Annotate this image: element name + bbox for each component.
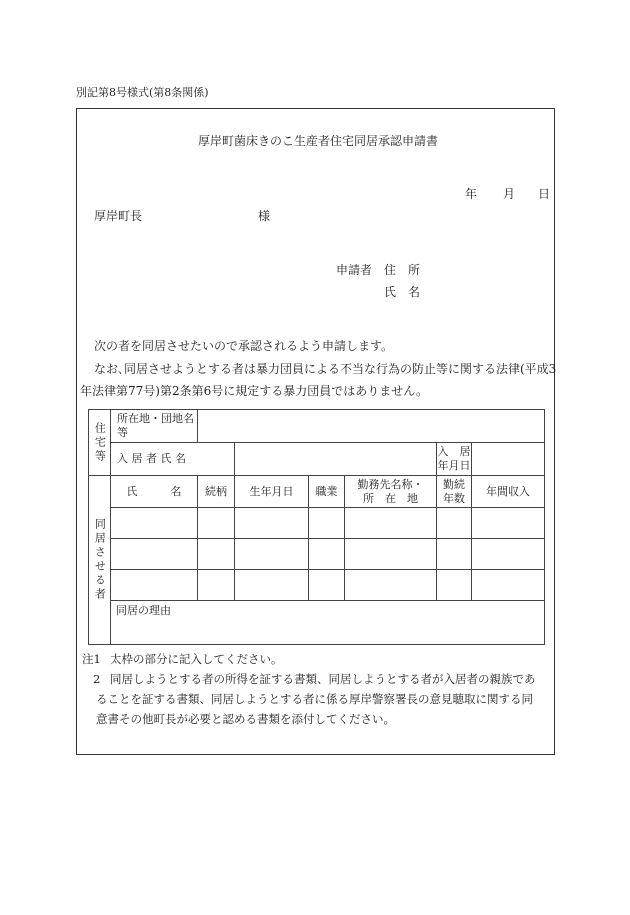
note-2-line-3: 意書その他町長が必要と認める書類を添付してください。 — [96, 712, 395, 726]
workplace-cell[interactable] — [345, 570, 437, 601]
addressee: 厚岸町長 — [94, 209, 143, 223]
col-occupation: 職業 — [309, 476, 345, 508]
income-cell[interactable] — [472, 539, 545, 570]
form-title: 厚岸町菌床きのこ生産者住宅同居承認申請書 — [198, 134, 439, 148]
resident-name-label: 入 居 者 氏 名 — [111, 443, 235, 476]
request-paragraph: 次の者を同居させたいので承認されるよう申請します。 — [94, 339, 394, 353]
occupation-cell[interactable] — [309, 570, 345, 601]
cohabitant-table — [88, 409, 545, 645]
name-label: 氏 名 — [384, 285, 421, 299]
birth-date-cell[interactable] — [235, 539, 309, 570]
note-2-line-1: 同居しようとする者の所得を証する書類、同居しようとする者が入居者の親族であ — [110, 672, 536, 686]
note-1-number: 注1 — [82, 652, 101, 666]
date-day: 日 — [538, 187, 551, 201]
cohabitation-reason-field[interactable] — [111, 601, 545, 645]
workplace-cell[interactable] — [345, 508, 437, 539]
cohabitant-group-label: 同居させる者 — [89, 476, 111, 645]
declaration-line-1: なお､同居させようとする者は暴力団員による不当な行為の防止等に関する法律(平成3 — [94, 362, 557, 376]
birth-date-cell[interactable] — [235, 508, 309, 539]
name-cell[interactable] — [111, 570, 198, 601]
honorific: 様 — [258, 209, 271, 223]
location-label: 所在地・団地名等 — [111, 410, 198, 443]
cohabitation-reason-label: 同居の理由 — [116, 604, 171, 617]
note-2-number: 2 — [93, 672, 101, 686]
name-cell[interactable] — [111, 508, 198, 539]
address-label: 住 所 — [384, 263, 421, 277]
location-field[interactable] — [198, 410, 545, 443]
declaration-line-2: 年法律第77号)第2条第6号に規定する暴力団員ではありません。 — [80, 384, 428, 398]
col-birth-date: 生年月日 — [235, 476, 309, 508]
relation-cell[interactable] — [198, 539, 235, 570]
income-cell[interactable] — [472, 570, 545, 601]
date-month: 月 — [503, 187, 516, 201]
note-2-line-2: ることを証する書類、同居しようとする者に係る厚岸警察署長の意見聴取に関する同 — [96, 692, 533, 706]
table-row — [89, 539, 545, 570]
form-number: 別記第8号様式(第8条関係) — [76, 86, 209, 99]
name-cell[interactable] — [111, 539, 198, 570]
workplace-cell[interactable] — [345, 539, 437, 570]
date-year: 年 — [465, 187, 478, 201]
applicant-label: 申請者 — [336, 263, 373, 277]
col-years-employed: 勤続 年数 — [437, 476, 472, 508]
housing-group-label: 住宅等 — [89, 410, 111, 476]
move-in-date-field[interactable] — [472, 443, 545, 476]
birth-date-cell[interactable] — [235, 570, 309, 601]
occupation-cell[interactable] — [309, 539, 345, 570]
col-name: 氏 名 — [111, 476, 198, 508]
years-cell[interactable] — [437, 570, 472, 601]
note-1-text: 太枠の部分に記入してください。 — [110, 652, 283, 666]
move-in-date-label: 入 居 年月日 — [437, 443, 472, 476]
occupation-cell[interactable] — [309, 508, 345, 539]
col-relation: 続柄 — [198, 476, 235, 508]
table-row — [89, 570, 545, 601]
col-annual-income: 年間収入 — [472, 476, 545, 508]
relation-cell[interactable] — [198, 570, 235, 601]
income-cell[interactable] — [472, 508, 545, 539]
relation-cell[interactable] — [198, 508, 235, 539]
years-cell[interactable] — [437, 508, 472, 539]
years-cell[interactable] — [437, 539, 472, 570]
col-workplace: 勤務先名称・ 所 在 地 — [345, 476, 437, 508]
resident-name-field[interactable] — [235, 443, 437, 476]
table-row — [89, 508, 545, 539]
